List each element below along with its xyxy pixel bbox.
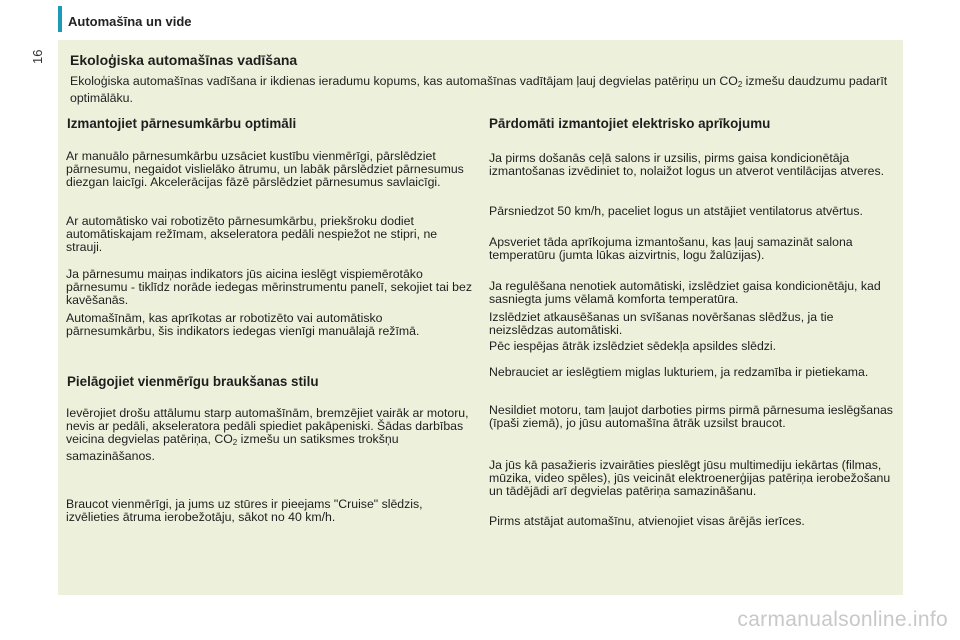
heading-gearbox: Izmantojiet pārnesumkārbu optimāli bbox=[67, 116, 297, 131]
paragraph-safe-distance: Ievērojiet drošu attālumu starp automašīnām, bremzējiet vairāk ar motoru, nevis ar pedāli, akseleratora pedāli spiediet pakāpeniski. Šādas darbības veicina degvielas patēriņa, $CO_2$ izmešu un satiksmes trokšņu samazināšanos. bbox=[66, 406, 469, 463]
paragraph-engine-warmup: Nesildiet motoru, tam ļaujot darboties pirms pirmā pārnesuma ieslēgšanas (īpaši ziemā), jo jūsu automašīna ātrāk uzsilst braucot. bbox=[489, 403, 893, 431]
paragraph-windows-50kmh: Pārsniedzot 50 km/h, paceliet logus un atstājiet ventilatorus atvērtus. bbox=[489, 204, 863, 218]
heading-electrical-equipment: Pārdomāti izmantojiet elektrisko aprīkojumu bbox=[489, 116, 771, 131]
paragraph-manual-gearbox: Ar manuālo pārnesumkārbu uzsāciet kustību vienmērīgi, pārslēdziet pārnesumu, negaidot vislielāko ātrumu, un labāk pārslēdziet pārnesumus diezgan laicīgi. Akcelerācijas fāzē pārslēdziet pārnesumus savlaicīgi. bbox=[66, 149, 464, 190]
paragraph-seat-heating: Pēc iespējas ātrāk izslēdziet sēdekļa apsildes slēdzi. bbox=[489, 339, 777, 353]
page-number: 16 bbox=[30, 49, 45, 64]
paragraph-fog-lamps: Nebrauciet ar ieslēgtiem miglas lukturiem, ja redzamība ir pietiekama. bbox=[489, 365, 869, 379]
header-accent-bar bbox=[58, 6, 62, 32]
paragraph-air-conditioning: Ja pirms došanās ceļā salons ir uzsilis, pirms gaisa kondicionētāja izmantošanas izvēdiniet to, nolaižot logus un atverot ventilācijas atveres. bbox=[489, 151, 885, 179]
paragraph-demist-switches: Izslēdziet atkausēšanas un svīšanas novēršanas slēdžus, ja tie neizslēdzas automātiski. bbox=[489, 310, 834, 338]
heading-driving-style: Pielāgojiet vienmērīgu braukšanas stilu bbox=[67, 374, 319, 389]
eco-driving-panel bbox=[58, 40, 903, 595]
section-header: Automašīna un vide bbox=[68, 14, 192, 29]
paragraph-shift-indicator: Ja pārnesumu maiņas indikators jūs aicina ieslēgt vispiemērotāko pārnesumu - tiklīdz norāde iedegas mērinstrumentu panelī, sekojiet tai bez kavēšanās. bbox=[66, 267, 473, 308]
paragraph-automatic-gearbox: Ar automātisko vai robotizēto pārnesumkārbu, priekšroku dodiet automātiskajam režīmam, akseleratora pedāli nespiežot ne stipri, ne strauji. bbox=[66, 214, 438, 255]
paragraph-cruise-control: Braucot vienmērīgi, ja jums uz stūres ir pieejams "Cruise" slēdzis, izvēlieties ātruma ierobežotāju, sākot no 40 km/h. bbox=[66, 497, 423, 525]
panel-title: Ekoloģiska automašīnas vadīšana bbox=[70, 52, 298, 68]
intro-paragraph: Ekoloģiska automašīnas vadīšana ir ikdienas ieradumu kopums, kas automašīnas vadītājam ļauj degvielas patēriņu un $CO_2$ izmešu daudzumu padarīt optimālāku. bbox=[70, 74, 888, 105]
paragraph-ac-off: Ja regulēšana nenotiek automātiski, izslēdziet gaisa kondicionētāju, kad sasniegta jums vēlamā komforta temperatūra. bbox=[489, 279, 881, 307]
paragraph-cabin-temperature: Apsveriet tāda aprīkojuma izmantošanu, kas ļauj samazināt salona temperatūru (jumta lūkas aizvirtnis, logu žalūzijas). bbox=[489, 235, 853, 263]
paragraph-indicator-manual-mode: Automašīnām, kas aprīkotas ar robotizēto vai automātisko pārnesumkārbu, šis indikators iedegas vienīgi manuālajā režīmā. bbox=[66, 311, 420, 339]
watermark: carmanualsonline.info bbox=[737, 608, 948, 631]
paragraph-disconnect-devices: Pirms atstājat automašīnu, atvienojiet visas ārējās ierīces. bbox=[489, 514, 805, 528]
paragraph-multimedia: Ja jūs kā pasažieris izvairāties pieslēgt jūsu multimediju iekārtas (filmas, mūzika, video spēles), jūs veicināt elektroenerģijas patēriņa ierobežošanu un tādējādi arī degvielas patēriņa samazināšanu. bbox=[489, 458, 891, 499]
